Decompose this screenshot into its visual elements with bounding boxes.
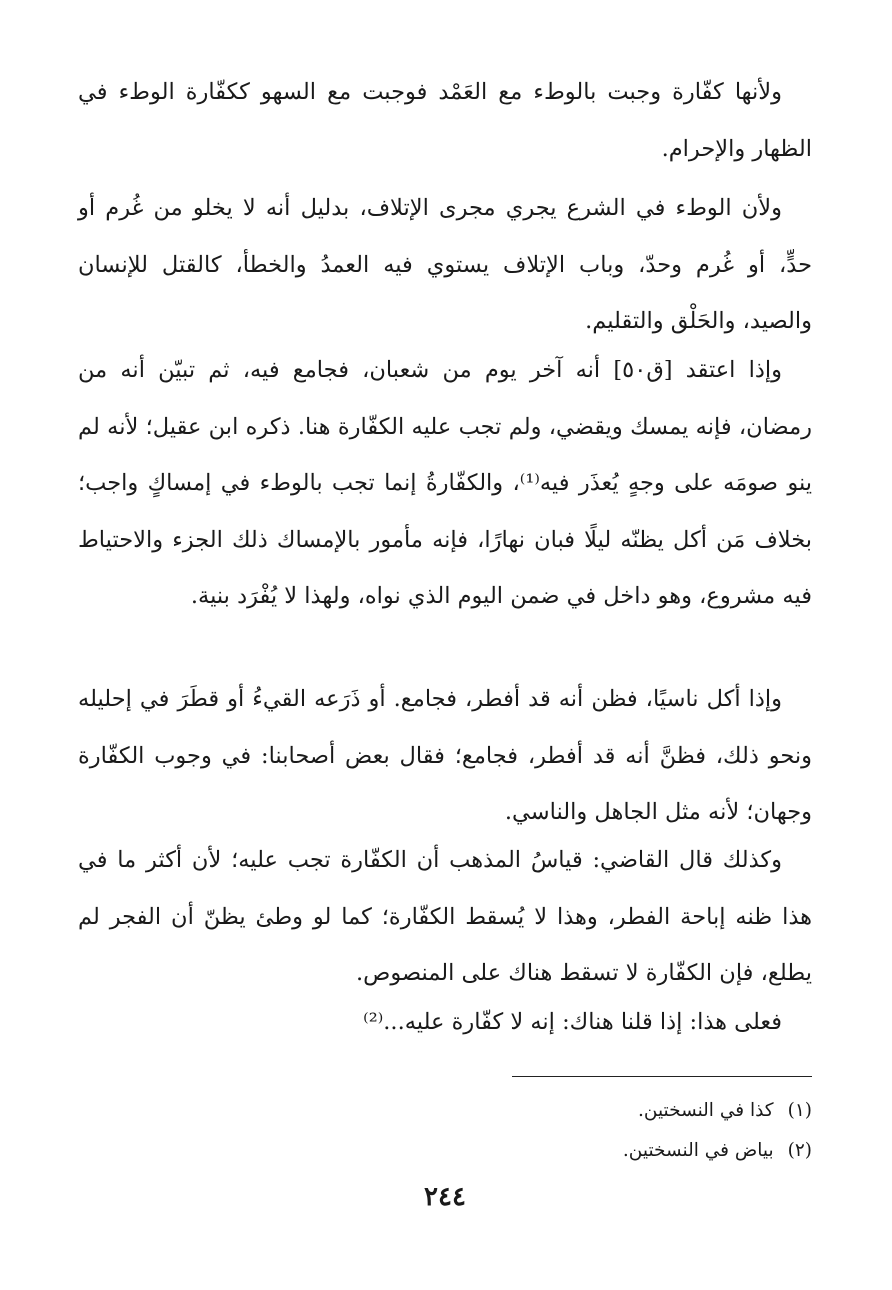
footnote-divider (512, 1076, 812, 1077)
paragraph-4: وإذا أكل ناسيًا، فظن أنه قد أفطر، فجامع. أو ذَرَعه القيءُ أو قطَرَ في إحليله ونحو ذلك، فظنَّ أنه قد أفطر، فجامع؛ فقال بعض أصحابنا: في وجوب الكفّارة وجهان؛ لأنه مثل الجاهل والناسي. (78, 686, 812, 825)
paragraph-3: وإذا اعتقد [ق٥٠] أنه آخر يوم من شعبان، فجامع فيه، ثم تبيّن أنه من رمضان، فإنه يمسك ويقضي، ولم تجب عليه الكفّارة هنا. ذكره ابن عقيل؛ لأنه لم ينو صومَه على وجهٍ يُعذَر فيه⁽¹⁾، والكفّارةُ إنما تجب بالوطء في إمساكٍ واجب؛ بخلاف مَن أكل يظنّه ليلًا فبان نهارًا، فإنه مأمور بالإمساك ذلك الجزء والاحتياط فيه مشروع، وهو داخل في ضمن اليوم الذي نواه، ولهذا لا يُفْرَد بنية. (78, 357, 812, 609)
footnote-2 (78, 1136, 812, 1166)
page-number: ٢٤٤ (424, 1182, 466, 1212)
footnote-1-text: كذا في النسختين. (638, 1100, 774, 1121)
footnote-2-text: بياض في النسختين. (622, 1140, 774, 1161)
footnote-1-number: (١) (787, 1100, 812, 1121)
document-page (78, 64, 812, 1244)
paragraph-6: فعلى هذا: إذا قلنا هناك: إنه لا كفّارة عليه...⁽²⁾ (363, 1009, 782, 1035)
footnote-1 (78, 1096, 812, 1126)
paragraph-2: ولأن الوطء في الشرع يجري مجرى الإتلاف، بدليل أنه لا يخلو من غُرم أو حدٍّ، أو غُرم وحدّ، وباب الإتلاف يستوي فيه العمدُ والخطأ، كالقتل للإنسان والصيد، والحَلْق والتقليم. (78, 195, 812, 334)
paragraph-1: ولأنها كفّارة وجبت بالوطء مع العَمْد فوجبت مع السهو ككفّارة الوطء في الظهار والإحرام. (78, 79, 812, 162)
paragraph-5: وكذلك قال القاضي: قياسُ المذهب أن الكفّارة تجب عليه؛ لأن أكثر ما في هذا ظنه إباحة الفطر، وهذا لا يُسقط الكفّارة؛ كما لو وطئ يظنّ أن الفجر لم يطلع، فإن الكفّارة لا تسقط هناك على المنصوص. (78, 847, 812, 986)
footnote-2-number: (٢) (787, 1140, 812, 1161)
